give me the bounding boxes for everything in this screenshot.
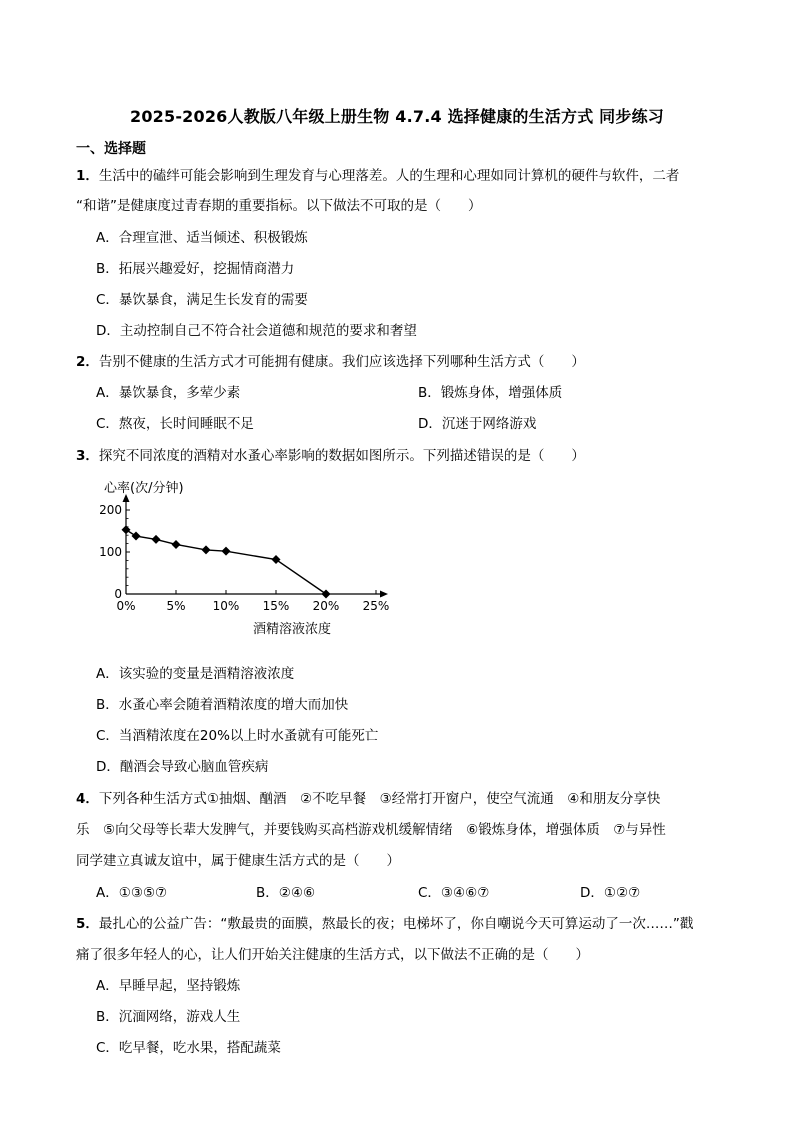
question-3-option-a: A．该实验的变量是酒精溶液浓度 [96,666,295,682]
question-3-line-1 [76,447,585,465]
question-3-number: 3． [76,448,99,464]
question-4-line-1 [76,790,660,808]
x-axis-label: 酒精溶液浓度 [252,622,332,637]
question-4-option-c: C．③④⑥⑦ [418,885,490,901]
y-tick-label: 100 [99,545,122,559]
question-4-option-d: D．①②⑦ [580,885,641,901]
x-tick-label: 10% [212,599,240,613]
question-4-line-2: 乐 ⑤向父母等长辈大发脾气，并要钱购买高档游戏机缓解情绪 ⑥锻炼身体，增强体质 ⑦与异性 [76,822,666,838]
question-2-option-b: B．锻炼身体，增强体质 [418,385,563,401]
page-title: 2025-2026人教版八年级上册生物 4.7.4 选择健康的生活方式 同步练习 [130,107,664,126]
question-2-number: 2． [76,354,99,370]
question-4-line-3: 同学建立真诚友谊中，属于健康生活方式的是（ ） [76,853,400,869]
question-1-option-a: A．合理宣泄、适当倾述、积极锻炼 [96,230,308,246]
question-5-option-c: C．吃早餐，吃水果，搭配蔬菜 [96,1040,281,1056]
data-point [272,555,281,564]
data-point [122,525,131,534]
question-1-line-1 [76,167,679,185]
section-heading: 一、选择题 [76,141,146,157]
question-1-text-1: 生活中的磕绊可能会影响到生理发育与心理落差。人的生理和心理如同计算机的硬件与软件，二者 [98,168,680,184]
question-4-option-b: B．②④⑥ [256,885,316,901]
question-4-text-1: 下列各种生活方式①抽烟、酗酒 ②不吃早餐 ③经常打开窗户，使空气流通 ④和朋友分享快 [98,791,661,807]
question-4-number: 4． [76,791,99,807]
x-tick-label: 20% [312,599,340,613]
heart-rate-chart [90,476,410,646]
question-3-option-d: D．酗酒会导致心脑血管疾病 [96,759,269,775]
question-5-option-a: A．早睡早起，坚持锻炼 [96,978,241,994]
question-5-line-1 [76,915,693,933]
y-tick-label: 0 [114,587,122,601]
question-2-line-1 [76,353,585,371]
question-5-number: 5． [76,916,99,932]
data-point [222,547,231,556]
question-2-option-c: C．熬夜，长时间睡眠不足 [96,416,254,432]
x-tick-label: 5% [166,599,186,613]
y-axis-label: 心率(次/分钟) [104,481,184,496]
question-3-text-1: 探究不同浓度的酒精对水蚤心率影响的数据如图所示。下列描述错误的是（ ） [98,448,585,464]
question-1-line-2: “和谐”是健康度过青春期的重要指标。以下做法不可取的是（ ） [76,198,482,214]
question-2-text-1: 告别不健康的生活方式才可能拥有健康。我们应该选择下列哪种生活方式（ ） [98,354,585,370]
question-1-option-c: C．暴饮暴食，满足生长发育的需要 [96,292,308,308]
question-5-line-2: 痛了很多年轻人的心，让人们开始关注健康的生活方式，以下做法不正确的是（ ） [76,947,589,963]
data-point [322,590,331,599]
question-5-text-1: 最扎心的公益广告：“敷最贵的面膜，熬最长的夜；电梯坏了，你自嘲说今天可算运动了一次……”戳 [98,916,694,932]
data-point [172,540,181,549]
question-3-option-c: C．当酒精浓度在20%以上时水蚤就有可能死亡 [96,728,379,744]
question-1-option-b: B．拓展兴趣爱好，挖掘情商潜力 [96,261,295,277]
x-tick-label: 0% [116,599,136,613]
question-5-option-b: B．沉湎网络，游戏人生 [96,1009,241,1025]
x-tick-label: 15% [262,599,290,613]
data-point [152,535,161,544]
question-4-option-a: A．①③⑤⑦ [96,885,168,901]
data-point [202,545,211,554]
y-tick-label: 200 [99,503,122,517]
question-2-option-a: A．暴饮暴食，多荤少素 [96,385,241,401]
question-3-option-b: B．水蚤心率会随着酒精浓度的增大而加快 [96,697,349,713]
x-axis-arrow [380,591,388,598]
x-tick-label: 25% [362,599,390,613]
question-1-number: 1． [76,168,99,184]
question-1-option-d: D．主动控制自己不符合社会道德和规范的要求和奢望 [96,323,417,339]
data-point [132,532,141,541]
question-2-option-d: D．沉迷于网络游戏 [418,416,537,432]
